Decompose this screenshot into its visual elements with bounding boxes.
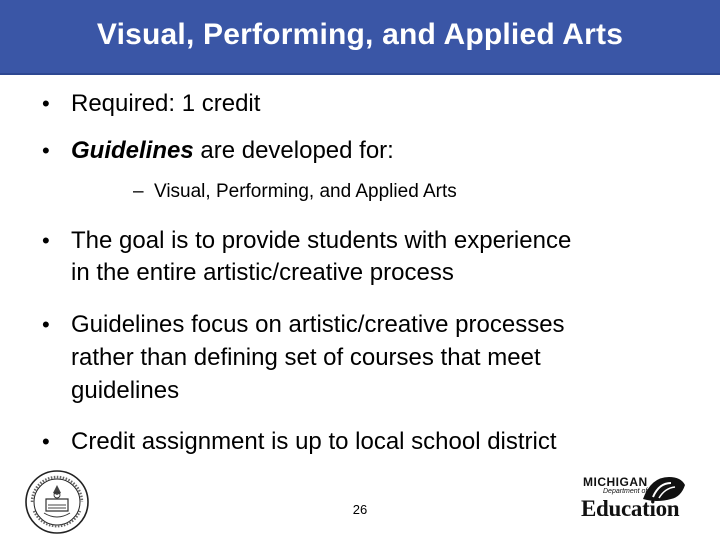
bullet-line: The goal is to provide students with experience [71, 227, 572, 254]
sub-bullet-text: Visual, Performing, and Applied Arts [154, 181, 457, 202]
michigan-education-logo-icon [577, 471, 687, 523]
bullet-glyph: • [42, 138, 50, 163]
bullet-glyph: • [42, 228, 50, 253]
bullet-line: Guidelines focus on artistic/creative processes [71, 311, 565, 338]
page-number: 26 [352, 502, 368, 517]
bullet-rest: are developed for: [193, 137, 394, 164]
logo-michigan-text: MICHIGAN [583, 475, 648, 489]
bullet-glyph: • [42, 429, 50, 454]
bullet-line: rather than defining set of courses that meet [71, 344, 541, 371]
bullet-line: guidelines [71, 377, 180, 404]
state-board-seal-icon [24, 469, 90, 535]
bullet-emphasis: Guidelines [71, 137, 194, 164]
slide-title: Visual, Performing, and Applied Arts [96, 18, 624, 51]
bullet-glyph: • [42, 91, 50, 116]
bullet-glyph: • [42, 312, 50, 337]
sub-bullet-glyph: – [133, 181, 144, 202]
logo-education-text: Education [581, 496, 680, 521]
bullet-text [71, 135, 394, 166]
bullet-text: Credit assignment is up to local school district [71, 428, 557, 455]
bullet-text: Required: 1 credit [71, 90, 261, 117]
bullet-line: in the entire artistic/creative process [71, 259, 454, 286]
logo-dept-text: Department of [603, 488, 648, 495]
